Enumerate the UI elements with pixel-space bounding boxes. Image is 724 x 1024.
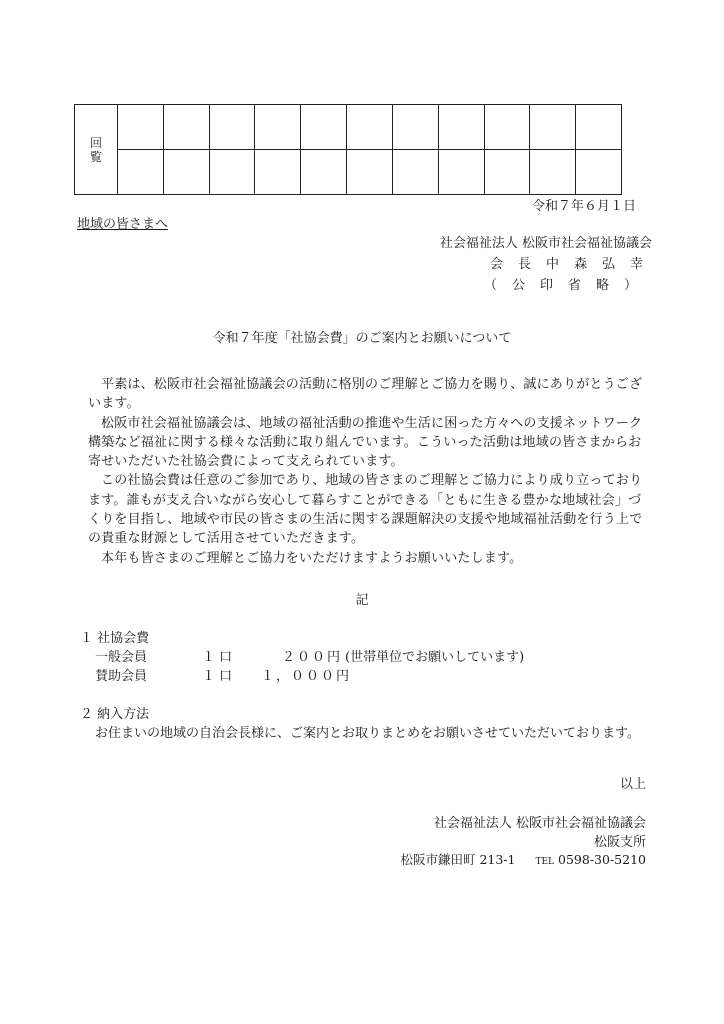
circulation-cell — [392, 150, 438, 195]
member-amount: １，０００円 — [261, 669, 352, 684]
footer-branch: 松阪支所 — [593, 835, 646, 850]
footer-contact — [400, 850, 646, 868]
circulation-cell — [209, 150, 255, 195]
member-units: １ 口 — [202, 650, 233, 665]
member-type: 賛助会員 — [95, 669, 148, 684]
circulation-label-line2: 覧 — [89, 149, 102, 164]
circulation-cell — [576, 105, 622, 150]
circulation-cell — [347, 105, 393, 150]
ki-marker: 記 — [355, 593, 369, 608]
circulation-cell — [530, 105, 576, 150]
circulation-row — [75, 105, 622, 150]
circulation-cell — [118, 150, 164, 195]
section2-heading: ２ 納入方法 — [80, 707, 150, 722]
body-paragraph: 平素は、松阪市社会福祉協議会の活動に格別のご理解とご協力を賜り、誠にありがとうございます。 — [88, 377, 643, 412]
seal-note: （ 公 印 省 略 ） — [483, 278, 638, 293]
circulation-cell — [255, 105, 301, 150]
circulation-label-line1: 回 — [89, 135, 102, 150]
sender-org: 社会福祉法人 松阪市社会福祉協議会 — [439, 236, 652, 251]
circulation-label — [75, 105, 118, 195]
member-amount: ２００円 — [282, 650, 343, 665]
body-paragraph: この社協会費は任意のご参加であり、地域の皆さまのご理解とご協力により成り立っております。誰もが支え合いながら安心して暮らすことができる「ともに生きる豊かな地域社会」づくりを目指し、地域や市民の皆さまの生活に関する課題解決の支援や地域福祉活動を行う上での貴重な財源として活用させていただきます。 — [88, 473, 643, 547]
member-units: １ 口 — [202, 669, 233, 684]
body-paragraph: 松阪市社会福祉協議会は、地域の福祉活動の推進や生活に困った方々への支援ネットワーク構築など福祉に関する様々な活動に取り組んでいます。こういった活動は地域の皆さまからお寄せいただいた社協会費によって支えられています。 — [88, 415, 643, 470]
circulation-table — [74, 104, 622, 195]
circulation-cell — [576, 150, 622, 195]
footer-tel: 0598-30-5210 — [558, 852, 646, 867]
circulation-cell — [301, 150, 347, 195]
circulation-cell — [392, 105, 438, 150]
document-date: 令和７年６月１日 — [531, 199, 636, 214]
circulation-cell — [209, 105, 255, 150]
section1-heading: １ 社協会費 — [80, 631, 150, 646]
sender-title: 会 長 中 森 弘 幸 — [489, 257, 644, 272]
circulation-cell — [438, 105, 484, 150]
member-note: (世帯単位でお願いしています) — [345, 650, 525, 665]
closing-ijo: 以上 — [619, 777, 646, 792]
footer-org: 社会福祉法人 松阪市社会福祉協議会 — [433, 816, 646, 831]
addressee: 地域の皆さまへ — [77, 217, 169, 232]
footer-tel-label: TEL — [535, 857, 555, 867]
circulation-cell — [255, 150, 301, 195]
section2-text: お住まいの地域の自治会長様に、ご案内とお取りまとめをお願いさせていただいております。 — [95, 726, 640, 741]
circulation-row — [75, 150, 622, 195]
circulation-cell — [163, 105, 209, 150]
circulation-cell — [484, 105, 530, 150]
circulation-cell — [118, 105, 164, 150]
body-text — [88, 375, 648, 568]
circulation-cell — [347, 150, 393, 195]
circulation-cell — [438, 150, 484, 195]
circulation-cell — [484, 150, 530, 195]
circulation-cell — [530, 150, 576, 195]
member-type: 一般会員 — [95, 650, 148, 665]
body-paragraph: 本年も皆さまのご理解とご協力をいただけますようお願いいたします。 — [101, 550, 523, 566]
circulation-cell — [301, 105, 347, 150]
document-subject: 令和７年度「社協会費」のご案内とお願いについて — [212, 331, 512, 346]
footer-address: 松阪市鎌田町 213-1 — [400, 852, 516, 867]
circulation-cell — [163, 150, 209, 195]
